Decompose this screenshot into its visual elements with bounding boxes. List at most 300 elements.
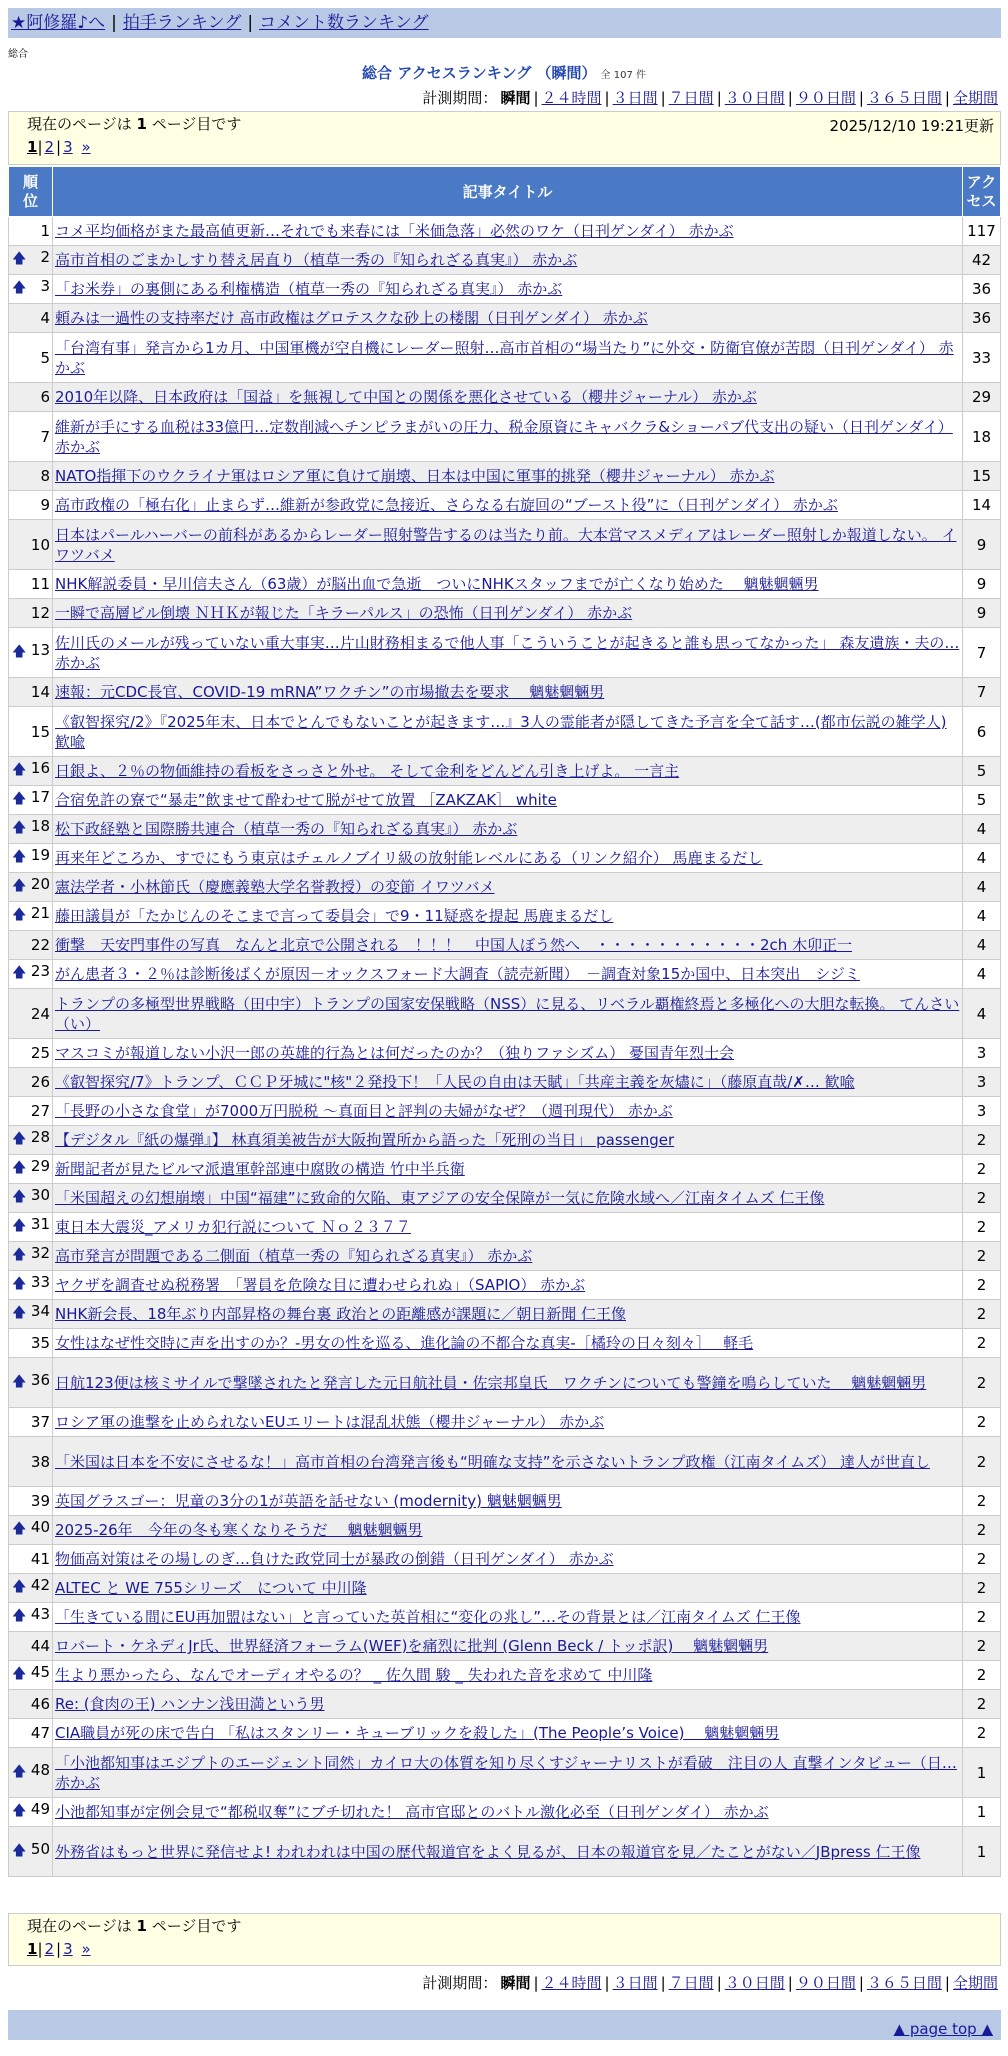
title-cell <box>53 1487 963 1516</box>
rank-number: 5 <box>40 348 50 367</box>
period-separator: | <box>660 1974 666 1992</box>
access-count: 2 <box>963 1516 1001 1545</box>
access-count: 29 <box>963 383 1001 412</box>
title-cell <box>53 1300 963 1329</box>
rank-number: 22 <box>30 936 50 954</box>
article-link[interactable]: 再来年どころか、すでにもう東京はチェルノブイリ級の放射能レベルにある（リンク紹介） 馬鹿まるだし <box>55 849 763 867</box>
clap-ranking-link[interactable]: 拍手ランキング <box>122 13 242 33</box>
table-row <box>9 873 1001 902</box>
article-link[interactable]: 高市政権の「極右化」止まらず…維新が参政党に急接近、さらなる右旋回の“ブースト役”に（日刊ゲンダイ） 赤かぶ <box>55 496 838 514</box>
article-link[interactable]: 松下政経塾と国際勝共連合（植草一秀の『知られざる真実』） 赤かぶ <box>55 820 518 838</box>
title-cell <box>53 1827 963 1877</box>
access-count: 2 <box>963 1242 1001 1271</box>
rank-number: 47 <box>30 1724 50 1742</box>
table-row <box>9 1437 1001 1487</box>
period-separator: | <box>604 89 610 107</box>
rank-number: 39 <box>30 1492 50 1510</box>
nav-separator: | <box>247 13 254 33</box>
up-arrow-icon: 🡅 <box>12 849 27 865</box>
page-links <box>27 1940 992 1958</box>
access-count: 3 <box>963 1039 1001 1068</box>
table-row <box>9 1827 1001 1877</box>
article-link[interactable]: 日航123便は核ミサイルで撃墜されたと発言した元日航社員・佐宗邦皇氏 ワクチンについても警鐘を鳴らしていた 魑魅魍魎男 <box>55 1373 927 1392</box>
rank-cell <box>9 383 53 412</box>
page-separator: | <box>37 138 43 156</box>
rank-cell <box>9 1574 53 1603</box>
up-arrow-icon: 🡅 <box>12 965 27 981</box>
article-link[interactable]: 「生きている間にEU再加盟はない」と言っていた英首相に“変化の兆し”…その背景とは／江南タイムズ 仁王像 <box>55 1608 801 1626</box>
table-row <box>9 1690 1001 1719</box>
access-count: 2 <box>963 1574 1001 1603</box>
rank-cell <box>9 1690 53 1719</box>
rank-cell <box>9 599 53 628</box>
article-link[interactable]: ALTEC と WE 755シリーズ について 中川隆 <box>55 1579 367 1597</box>
rank-cell <box>9 333 53 383</box>
rank-cell <box>9 491 53 520</box>
rank-number: 32 <box>30 1244 50 1262</box>
rank-number: 11 <box>30 575 50 593</box>
up-arrow-icon: 🡅 <box>12 762 27 778</box>
rank-cell <box>9 462 53 491</box>
rank-number: 40 <box>30 1518 50 1536</box>
article-link[interactable]: 日銀よ、２％の物価維持の看板をさっさと外せ。 そして金利をどんどん引き上げよ。 一言主 <box>55 762 680 780</box>
table-row <box>9 1155 1001 1184</box>
rank-number: 29 <box>30 1157 50 1175</box>
table-row <box>9 333 1001 383</box>
bottom-bar <box>8 2010 1001 2040</box>
article-link[interactable]: 生より悪かったら、なんでオーディオやるの？ _ 佐久間 駿 _ 失われた音を求めて 中川隆 <box>55 1666 653 1684</box>
article-link[interactable]: がん患者３・２％は診断後ばくが原因－オックスフォード大調査（読売新聞） －調査対象15か国中、日本突出 シジミ <box>55 965 860 983</box>
period-separator: | <box>716 1974 722 1992</box>
period-link[interactable]: ３０日間 <box>724 1974 785 1992</box>
page-separator: | <box>56 138 62 156</box>
title-cell <box>53 412 963 462</box>
article-link[interactable]: 《叡智探究/7》トランプ、ＣＣＰ牙城に"核"２発投下！「人民の自由は天賦」「共産主義を灰燼に」（藤原直哉/✗… 歓喩 <box>55 1073 855 1091</box>
rank-cell <box>9 1358 53 1408</box>
table-row <box>9 628 1001 678</box>
period-link[interactable]: ９０日間 <box>795 89 856 107</box>
table-row <box>9 1213 1001 1242</box>
period-link[interactable]: ７日間 <box>668 89 714 107</box>
table-row <box>9 844 1001 873</box>
next-page-link[interactable]: » <box>81 138 91 156</box>
up-arrow-icon: 🡅 <box>12 643 27 660</box>
ranking-title: 総合 アクセスランキング （瞬間） <box>362 64 597 82</box>
title-cell <box>53 246 963 275</box>
access-count: 2 <box>963 1632 1001 1661</box>
title-cell <box>53 1748 963 1798</box>
title-cell <box>53 873 963 902</box>
title-cell <box>53 1545 963 1574</box>
period-link[interactable]: ２４時間 <box>541 89 602 107</box>
title-cell <box>53 1603 963 1632</box>
table-row <box>9 1545 1001 1574</box>
period-separator: | <box>533 1974 539 1992</box>
rank-cell <box>9 1155 53 1184</box>
article-link[interactable]: 2025-26年 今年の冬も寒くなりそうだ 魑魅魍魎男 <box>55 1521 423 1539</box>
up-arrow-icon: 🡅 <box>12 1608 27 1624</box>
period-link[interactable]: 全期間 <box>952 1974 998 1992</box>
rank-number: 44 <box>30 1637 50 1655</box>
period-separator: | <box>604 1974 610 1992</box>
up-arrow-icon: 🡅 <box>12 1305 27 1321</box>
period-link[interactable]: ９０日間 <box>795 1974 856 1992</box>
rank-cell <box>9 1545 53 1574</box>
period-separator: | <box>858 89 864 107</box>
rank-number: 30 <box>30 1186 50 1204</box>
rank-cell <box>9 1184 53 1213</box>
table-row <box>9 462 1001 491</box>
title-cell <box>53 217 963 246</box>
title-cell <box>53 1661 963 1690</box>
table-row <box>9 1097 1001 1126</box>
article-link[interactable]: 「小池都知事はエジプトのエージェント同然」カイロ大の体質を知り尽くすジャーナリストが看破 注目の人 直撃インタビュー（日… 赤かぶ <box>55 1753 957 1792</box>
rank-cell <box>9 1242 53 1271</box>
rank-cell <box>9 1300 53 1329</box>
period-separator: | <box>787 1974 793 1992</box>
title-cell <box>53 1039 963 1068</box>
table-row <box>9 902 1001 931</box>
article-link[interactable]: 一瞬で高層ビル倒壊 ＮＨＫが報じた「キラーパルス」の恐怖（日刊ゲンダイ） 赤かぶ <box>55 604 633 622</box>
table-row <box>9 246 1001 275</box>
table-row <box>9 1798 1001 1827</box>
table-row <box>9 1661 1001 1690</box>
page-separator: | <box>56 1940 62 1958</box>
access-count: 1 <box>963 1798 1001 1827</box>
article-link[interactable]: NATO指揮下のウクライナ軍はロシア軍に負けて崩壊、日本は中国に軍事的挑発（櫻井ジャーナル） 赤かぶ <box>55 467 775 485</box>
ranking-table <box>8 166 1001 1877</box>
table-row <box>9 757 1001 786</box>
access-count: 9 <box>963 520 1001 570</box>
article-link[interactable]: 外務省はもっと世界に発信せよ! われわれは中国の歴代報道官をよく見るが、日本の報道官を見／たことがない／JBpress 仁王像 <box>55 1842 921 1861</box>
access-count: 2 <box>963 1545 1001 1574</box>
page-link[interactable]: 3 <box>63 138 73 156</box>
rank-cell <box>9 275 53 304</box>
up-arrow-icon: 🡅 <box>12 1189 27 1205</box>
rank-number: 2 <box>40 248 50 266</box>
period-separator: | <box>660 89 666 107</box>
access-count: 7 <box>963 678 1001 707</box>
article-link[interactable]: コメ平均価格がまた最高値更新…それでも来春には「米価急落」必然のワケ（日刊ゲンダイ） 赤かぶ <box>55 222 734 240</box>
table-row <box>9 1358 1001 1408</box>
up-arrow-icon: 🡅 <box>12 1521 27 1537</box>
rank-number: 18 <box>30 817 50 835</box>
rank-number: 48 <box>30 1760 50 1779</box>
table-row <box>9 304 1001 333</box>
title-cell <box>53 1437 963 1487</box>
access-count: 2 <box>963 1603 1001 1632</box>
article-link[interactable]: 維新が手にする血税は33億円…定数削減へチンピラまがいの圧力、税金原資にキャバクラ&ショーパブ代支出の疑い（日刊ゲンダイ） 赤かぶ <box>55 417 953 456</box>
access-count: 1 <box>963 1827 1001 1877</box>
table-row <box>9 1408 1001 1437</box>
period-link[interactable]: 全期間 <box>952 89 998 107</box>
table-row <box>9 1748 1001 1798</box>
article-link[interactable]: 女性はなぜ性交時に声を出すのか？-男女の性を巡る、進化論の不都合な真実-［橘玲の日々刻々］ 軽毛 <box>55 1334 754 1352</box>
period-link[interactable]: ７日間 <box>668 1974 714 1992</box>
rank-cell <box>9 246 53 275</box>
page-link[interactable]: 2 <box>44 1940 55 1958</box>
access-column-header: アク セス <box>963 167 1001 217</box>
title-cell <box>53 786 963 815</box>
rank-number: 49 <box>30 1800 50 1818</box>
title-column-header: 記事タイトル <box>53 167 963 217</box>
rank-number: 43 <box>30 1605 50 1623</box>
up-arrow-icon: 🡅 <box>12 820 27 836</box>
rank-number: 16 <box>30 759 50 777</box>
page-top-link[interactable]: ▲ page top ▲ <box>893 2020 993 2038</box>
comment-ranking-link[interactable]: コメント数ランキング <box>259 13 429 33</box>
up-arrow-icon: 🡅 <box>12 1218 27 1234</box>
article-link[interactable]: 「米国は日本を不安にさせるな！」高市首相の台湾発言後も“明確な支持”を示さないトランプ政権（江南タイムズ） 達人が世直し <box>55 1452 931 1471</box>
period-current: 瞬間 <box>500 1974 531 1992</box>
article-link[interactable]: 頼みは一過性の支持率だけ 高市政権はグロテスクな砂上の楼閣（日刊ゲンダイ） 赤かぶ <box>55 309 648 327</box>
article-link[interactable]: NHK新会長、18年ぶり内部昇格の舞台裏 政治との距離感が課題に／朝日新聞 仁王像 <box>55 1305 626 1323</box>
rank-cell <box>9 1437 53 1487</box>
rank-number: 50 <box>30 1839 50 1858</box>
article-link[interactable]: ヤクザを調査せぬ税務署 「署員を危険な目に遭わせられぬ」（SAPIO） 赤かぶ <box>55 1276 586 1294</box>
rank-number: 25 <box>30 1044 50 1062</box>
up-arrow-icon: 🡅 <box>12 1247 27 1263</box>
page-current: 1 <box>27 1940 38 1958</box>
title-cell <box>53 1068 963 1097</box>
rank-number: 31 <box>30 1215 50 1233</box>
page-link[interactable]: 3 <box>63 1940 73 1958</box>
page-separator: | <box>37 1940 43 1958</box>
rank-number: 19 <box>30 846 50 864</box>
article-link[interactable]: 「台湾有事」発言から1カ月、中国軍機が空自機にレーダー照射…高市首相の“場当たり”に外交・防衛官僚が苦悶（日刊ゲンダイ） 赤かぶ <box>55 338 954 377</box>
table-row <box>9 1068 1001 1097</box>
rank-number: 12 <box>30 604 50 622</box>
period-link[interactable]: ２４時間 <box>541 1974 602 1992</box>
title-cell <box>53 902 963 931</box>
table-row <box>9 1574 1001 1603</box>
rank-number: 15 <box>30 722 50 741</box>
up-arrow-icon: 🡅 <box>12 791 27 807</box>
up-arrow-icon: 🡅 <box>12 1131 27 1147</box>
article-link[interactable]: 憲法学者・小林節氏（慶應義塾大学名誉教授）の変節 イワツバメ <box>55 878 495 896</box>
article-link[interactable]: 藤田議員が「たかじんのそこまで言って委員会」で9・11疑惑を提起 馬鹿まるだし <box>55 907 614 925</box>
up-arrow-icon: 🡅 <box>12 1842 27 1859</box>
page-title <box>0 62 1008 83</box>
period-link[interactable]: ３６５日間 <box>866 89 942 107</box>
page-link[interactable]: 2 <box>44 138 55 156</box>
title-cell <box>53 462 963 491</box>
item-count: 全 107 件 <box>600 70 646 81</box>
next-page-link[interactable]: » <box>81 1940 91 1958</box>
table-row <box>9 989 1001 1039</box>
table-row <box>9 1632 1001 1661</box>
top-nav-bar <box>8 8 1001 38</box>
title-cell <box>53 491 963 520</box>
title-cell <box>53 1097 963 1126</box>
table-row <box>9 217 1001 246</box>
access-count: 36 <box>963 304 1001 333</box>
article-link[interactable]: 合宿免許の寮で“暴走”飲ませて酔わせて脱がせて放置 ［ZAKZAK］ white <box>55 791 557 809</box>
rank-cell <box>9 815 53 844</box>
current-page-text: 現在のページは 1 ページ目です <box>27 115 242 133</box>
title-cell <box>53 570 963 599</box>
access-count: 9 <box>963 570 1001 599</box>
title-cell <box>53 1242 963 1271</box>
access-count: 2 <box>963 1487 1001 1516</box>
rank-number: 20 <box>30 875 50 893</box>
rank-number: 42 <box>30 1576 50 1594</box>
article-link[interactable]: 「お米券」の裏側にある利権構造（植草一秀の『知られざる真実』） 赤かぶ <box>55 280 563 298</box>
access-count: 2 <box>963 1358 1001 1408</box>
rank-number: 35 <box>30 1334 50 1352</box>
access-count: 33 <box>963 333 1001 383</box>
period-link[interactable]: ３０日間 <box>724 89 785 107</box>
rank-cell <box>9 1068 53 1097</box>
up-arrow-icon: 🡅 <box>12 1666 27 1682</box>
rank-number: 38 <box>30 1452 50 1471</box>
period-link[interactable]: ３６５日間 <box>866 1974 942 1992</box>
title-cell <box>53 678 963 707</box>
rank-cell <box>9 1661 53 1690</box>
article-link[interactable]: 「長野の小さな食堂」が7000万円脱税 〜真面目と評判の夫婦がなぜ？（週刊現代） 赤かぶ <box>55 1102 673 1120</box>
article-link[interactable]: NHK解説委員・早川信夫さん（63歳）が脳出血で急逝 ついにNHKスタッフまでが亡くなり始めた 魑魅魍魎男 <box>55 575 819 593</box>
access-count: 2 <box>963 1126 1001 1155</box>
table-row <box>9 678 1001 707</box>
title-cell <box>53 520 963 570</box>
rank-number: 8 <box>40 467 50 485</box>
table-row <box>9 1126 1001 1155</box>
access-count: 2 <box>963 1719 1001 1748</box>
period-separator: | <box>944 89 950 107</box>
rank-cell <box>9 989 53 1039</box>
title-cell <box>53 1184 963 1213</box>
article-link[interactable]: 佐川氏のメールが残っていない重大事実…片山財務相まるで他人事「こういうことが起きると誰も思ってなかった」 森友遺族・夫の… 赤かぶ <box>55 633 960 672</box>
article-link[interactable]: 東日本大震災_アメリカ犯行説について Ｎｏ２３７７ <box>55 1218 411 1236</box>
rank-cell <box>9 844 53 873</box>
rank-cell <box>9 1798 53 1827</box>
article-link[interactable]: 高市発言が問題である二側面（植草一秀の『知られざる真実』） 赤かぶ <box>55 1247 533 1265</box>
period-separator: | <box>858 1974 864 1992</box>
article-link[interactable]: トランプの多極型世界戦略（田中宇）トランプの国家安保戦略（NSS）に見る、リベラル覇権終焉と多極化への大胆な転換。 てんさい（い） <box>55 994 960 1033</box>
rank-number: 6 <box>40 388 50 406</box>
article-link[interactable]: 速報：元CDC長官、COVID-19 mRNA”ワクチン”の市場撤去を要求 魑魅魍魎男 <box>55 683 605 701</box>
rank-cell <box>9 931 53 960</box>
table-row <box>9 1184 1001 1213</box>
rank-number: 46 <box>30 1695 50 1713</box>
up-arrow-icon: 🡅 <box>12 280 27 296</box>
rank-number: 45 <box>30 1663 50 1681</box>
title-cell <box>53 815 963 844</box>
article-link[interactable]: 高市首相のごまかしすり替え居直り（植草一秀の『知られざる真実』） 赤かぶ <box>55 251 578 269</box>
period-separator: | <box>944 1974 950 1992</box>
article-link[interactable]: 2010年以降、日本政府は「国益」を無視して中国との関係を悪化させている（櫻井ジャーナル） 赤かぶ <box>55 388 757 406</box>
table-row <box>9 599 1001 628</box>
period-link[interactable]: ３日間 <box>612 89 658 107</box>
access-count: 42 <box>963 246 1001 275</box>
up-arrow-icon: 🡅 <box>12 1373 27 1390</box>
title-cell <box>53 1798 963 1827</box>
article-link[interactable]: 【デジタル『紙の爆弾』】 林真須美被告が大阪拘置所から語った「死刑の当日」 passenger <box>55 1131 675 1149</box>
home-link[interactable]: ★阿修羅♪へ <box>11 13 106 33</box>
access-count: 4 <box>963 960 1001 989</box>
article-link[interactable]: CIA職員が死の床で告白 「私はスタンリー・キューブリックを殺した」(The People’s Voice) 魑魅魍魎男 <box>55 1724 780 1742</box>
up-arrow-icon: 🡅 <box>12 1803 27 1819</box>
table-row <box>9 1487 1001 1516</box>
article-link[interactable]: 小池都知事が定例会見で“都税収奪”にブチ切れた！ 高市官邸とのバトル激化必至（日刊ゲンダイ） 赤かぶ <box>55 1803 769 1821</box>
table-row <box>9 1271 1001 1300</box>
title-cell <box>53 757 963 786</box>
rank-cell <box>9 1827 53 1877</box>
table-row <box>9 491 1001 520</box>
rank-number: 34 <box>30 1302 50 1320</box>
access-count: 2 <box>963 1437 1001 1487</box>
rank-number: 7 <box>40 427 50 446</box>
rank-number: 4 <box>40 309 50 327</box>
rank-cell <box>9 217 53 246</box>
rank-cell <box>9 960 53 989</box>
article-link[interactable]: Re: (食肉の王) ハンナン浅田満という男 <box>55 1695 325 1713</box>
article-link[interactable]: 日本はパールハーバーの前科があるからレーダー照射警告するのは当たり前。大本営マスメディアはレーダー照射しか報道しない。 イワツバメ <box>55 525 957 564</box>
access-count: 5 <box>963 757 1001 786</box>
article-link[interactable]: 新聞記者が見たビルマ派遣軍幹部連中腐敗の構造 竹中半兵衛 <box>55 1160 465 1178</box>
table-row <box>9 1300 1001 1329</box>
table-row <box>9 1039 1001 1068</box>
table-row <box>9 1516 1001 1545</box>
article-link[interactable]: 《叡智探究/2》『2025年末、日本でとんでもないことが起きます…』3人の霊能者が隠してきた予言を全て話す…(都市伝説の雑学人) 歓喩 <box>55 712 947 751</box>
ranking-table-body <box>9 217 1001 1877</box>
title-cell <box>53 1213 963 1242</box>
table-row <box>9 1242 1001 1271</box>
rank-number: 21 <box>30 904 50 922</box>
access-count: 4 <box>963 873 1001 902</box>
article-link[interactable]: 衝撃 天安門事件の写真 なんと北京で公開される ！！！ 中国人ぼう然へ ・・・・・・・・・・・2ch 木卯正一 <box>55 936 853 954</box>
access-count: 4 <box>963 931 1001 960</box>
article-link[interactable]: ロバート・ケネディJr氏、世界経済フォーラム(WEF)を痛烈に批判 (Glenn Beck / トッポ訳) 魑魅魍魎男 <box>55 1637 769 1655</box>
article-link[interactable]: 「米国超えの幻想崩壊」中国“福建”に致命的欠陥、東アジアの安全保障が一気に危険水域へ／江南タイムズ 仁王像 <box>55 1189 825 1207</box>
rank-cell <box>9 1632 53 1661</box>
rank-cell <box>9 1213 53 1242</box>
title-cell <box>53 989 963 1039</box>
title-cell <box>53 1574 963 1603</box>
title-cell <box>53 844 963 873</box>
title-cell <box>53 599 963 628</box>
current-page-number: 1 <box>136 115 147 133</box>
article-link[interactable]: 英国グラスゴー：児童の3分の1が英語を話せない (modernity) 魑魅魍魎男 <box>55 1492 562 1510</box>
period-separator: | <box>716 89 722 107</box>
article-link[interactable]: 物価高対策はその場しのぎ…負けた政党同士が暴政の倒錯（日刊ゲンダイ） 赤かぶ <box>55 1550 614 1568</box>
table-row <box>9 786 1001 815</box>
table-row <box>9 383 1001 412</box>
rank-cell <box>9 520 53 570</box>
title-cell <box>53 1408 963 1437</box>
article-link[interactable]: マスコミが報道しない小沢一郎の英雄的行為とは何だったのか？（独りファシズム） 憂国青年烈士会 <box>55 1044 735 1062</box>
up-arrow-icon: 🡅 <box>12 1160 27 1176</box>
article-link[interactable]: ロシア軍の進撃を止められないEUエリートは混乱状態（櫻井ジャーナル） 赤かぶ <box>55 1413 605 1431</box>
page-links <box>27 138 992 156</box>
rank-number: 36 <box>30 1370 50 1389</box>
rank-number: 17 <box>30 788 50 806</box>
period-current: 瞬間 <box>500 89 531 107</box>
title-cell <box>53 1632 963 1661</box>
rank-number: 27 <box>30 1102 50 1120</box>
access-count: 2 <box>963 1690 1001 1719</box>
rank-cell <box>9 1748 53 1798</box>
period-separator: | <box>533 89 539 107</box>
period-link[interactable]: ３日間 <box>612 1974 658 1992</box>
rank-number: 13 <box>30 640 50 659</box>
rank-column-header: 順 位 <box>9 167 53 217</box>
rank-cell <box>9 757 53 786</box>
table-row <box>9 931 1001 960</box>
title-cell <box>53 1690 963 1719</box>
rank-number: 33 <box>30 1273 50 1291</box>
up-arrow-icon: 🡅 <box>12 1579 27 1595</box>
